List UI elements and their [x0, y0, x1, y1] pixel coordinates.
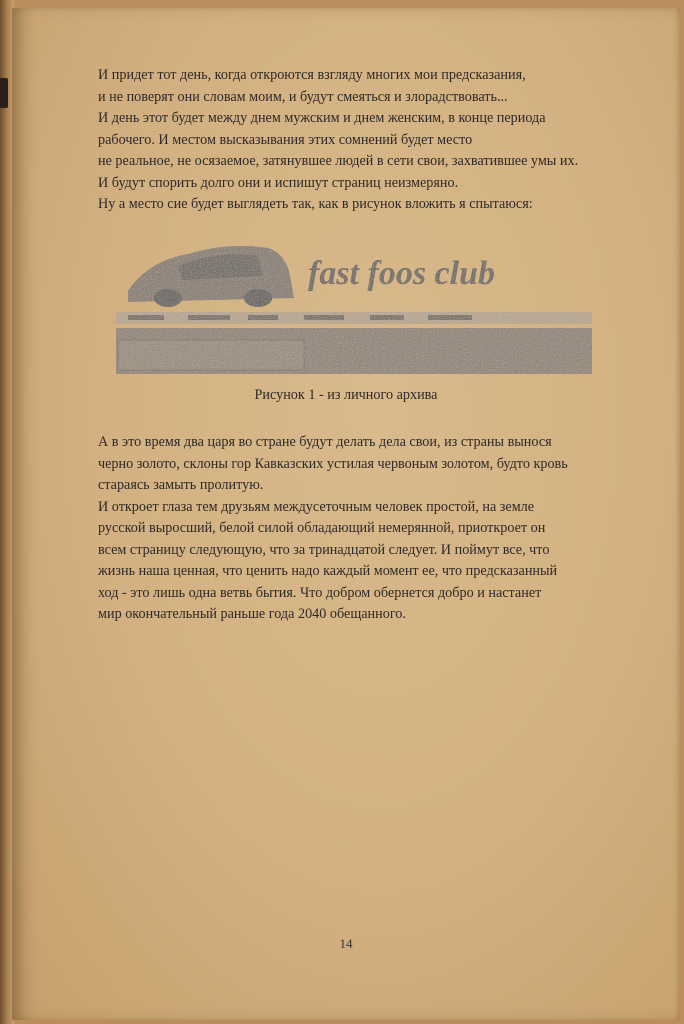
text-line: русской выросший, белой силой обладающий немерянной, приоткроет он — [98, 520, 546, 536]
text-line: А в это время два царя во стране будут делать дела свои, из страны вынося — [98, 434, 552, 450]
text-line: стараясь замыть пролитую. — [98, 477, 264, 493]
text-line: жизнь наша ценная, что ценить надо каждый момент ее, что предсказанный — [98, 563, 558, 579]
paragraph-prophecy-intro — [98, 65, 638, 216]
text-line: рабочего. И местом высказывания этих сомнений будет место — [98, 131, 473, 148]
figure-caption: Рисунок 1 - из личного архива — [254, 387, 438, 403]
page-number: 14 — [339, 936, 353, 951]
text-line: не реальное, не осязаемое, затянувшее людей в сети свои, захватившее умы их. — [98, 153, 579, 169]
text-line: И придет тот день, когда откроются взгляду многих мои предсказания, — [98, 67, 526, 83]
text-line: ход - это лишь одна ветвь бытия. Что добром обернется добро и настанет — [98, 584, 542, 601]
paragraph-prophecy-two-tsars — [98, 432, 638, 626]
text-line: И откроет глаза тем друзьям междусеточным человек простой, на земле — [98, 498, 535, 515]
site-nav-bar — [116, 312, 592, 324]
site-logo: fast foos club — [308, 255, 495, 292]
spine-binding-mark — [0, 78, 8, 108]
text-line: и не поверят они словам моим, и будут смеяться и злорадствовать... — [98, 88, 508, 105]
text-line: И будут спорить долго они и испишут страниц неизмеряно. — [98, 174, 459, 191]
text-line: И день этот будет между днем мужским и днем женским, в конце периода — [98, 110, 546, 126]
book-page — [12, 8, 680, 1020]
text-line: черно золото, склоны гор Кавказских устилая червоным золотом, будто кровь — [98, 455, 568, 472]
text-line: Ну а место сие будет выглядеть так, как в рисунок вложить я спытаюся: — [98, 196, 533, 212]
text-line: мир окончательный раньше года 2040 обещанного. — [98, 606, 406, 622]
text-line: всем страницу следующую, что за тринадцатой следует. И поймут все, что — [98, 541, 550, 558]
figure-website-header — [108, 236, 598, 376]
figure-image — [108, 236, 598, 376]
